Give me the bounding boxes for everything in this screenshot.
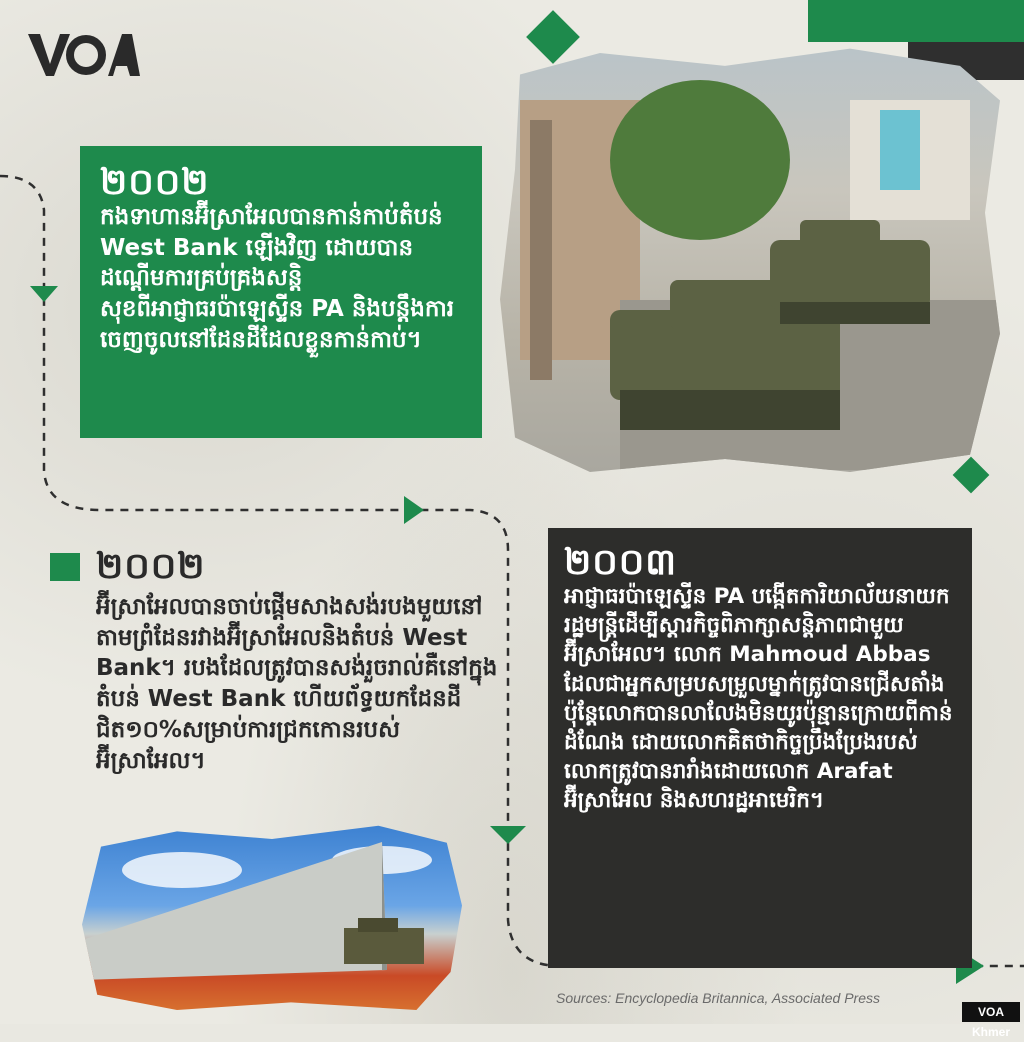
separation-wall-photo <box>82 820 462 1010</box>
corner-bar-green <box>808 0 1024 42</box>
entry-text: អ៊ីស្រាអែលបានចាប់ផ្ដើមសាងសង់របងមួយនៅតាមព្រំដែនរវាងអ៊ីស្រាអែលនិងតំបន់ West Bank។ របងដែលត្រូវបានសង់រួចរាល់គឺនៅក្នុងតំបន់ West Bank ហើយព័ទ្ធយកដែនដីជិត១០%សម្រាប់ការជ្រកកោនរបស់អ៊ីស្រាអែល។ <box>96 593 498 774</box>
sources-credit: Sources: Encyclopedia Britannica, Associated Press <box>556 990 880 1006</box>
timeline-entry-2002-barrier <box>50 548 500 777</box>
entry-year: ២០០២ <box>96 546 206 587</box>
timeline-entry-2003-prime-minister <box>548 528 972 968</box>
entry-text: កងទាហានអ៊ីស្រាអែលបានកាន់កាប់តំបន់ West Bank ឡើងវិញ ដោយបានដណ្ដើមការគ្រប់គ្រងសន្តិសុខពីអាជ្ញាធរប៉ាឡេស្ទីន PA និងបន្តឹងការចេញចូលនៅដែនដីដែលខ្លួនកាន់កាប់។ <box>100 203 455 354</box>
timeline-entry-2002-occupation <box>80 146 482 438</box>
arrow-down-icon <box>490 826 526 844</box>
entry-text: អាជ្ញាធរប៉ាឡេស្ទីន PA បង្កើតការិយាល័យនាយករដ្ឋមន្ត្រីដើម្បីស្ដារកិច្ចពិភាក្សាសន្តិភាពជាមួយអ៊ីស្រាអែល។ លោក Mahmoud Abbas ដែលជាអ្នកសម្របសម្រួលម្នាក់ត្រូវបានជ្រើសតាំងប៉ុន្តែលោកបានលាលែងមិនយូរប៉ុន្មានក្រោយពីកាន់ដំណែង ដោយលោកគិតថាកិច្ចប្រឹងប្រែងរបស់លោកត្រូវបានរារាំងដោយលោក Arafat អ៊ីស្រាអែល និងសហរដ្ឋអាមេរិក។ <box>564 583 953 814</box>
entry-year: ២០០៣ <box>564 542 677 583</box>
tanks-photo <box>500 40 1000 472</box>
arrow-down-icon <box>30 286 58 302</box>
voa-logo <box>28 30 140 80</box>
voa-khmer-tag: VOA Khmer <box>962 1002 1020 1022</box>
arrow-right-icon <box>404 496 424 524</box>
square-marker <box>50 553 80 581</box>
entry-year: ២០០២ <box>100 162 210 203</box>
